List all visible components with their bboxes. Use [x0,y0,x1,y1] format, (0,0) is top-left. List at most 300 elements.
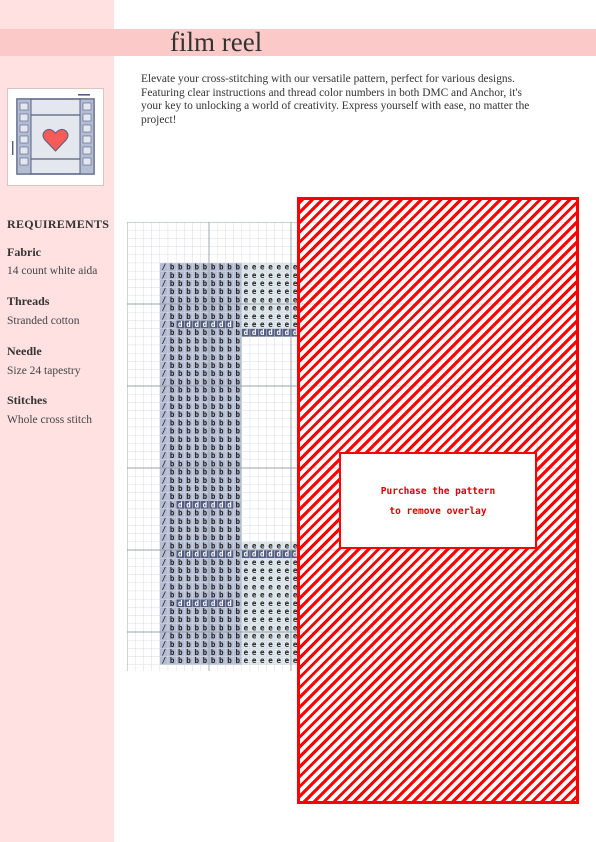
svg-text:b: b [227,270,232,280]
svg-text:b: b [235,590,240,600]
svg-text:b: b [194,303,199,313]
svg-text:e: e [284,287,290,297]
svg-text:e: e [243,541,249,551]
svg-text:b: b [202,525,208,534]
svg-text:b: b [202,631,208,641]
svg-text:b: b [169,631,175,641]
svg-text:b: b [210,557,216,567]
svg-text:b: b [169,639,175,649]
svg-text:e: e [284,270,290,280]
svg-text:b: b [169,295,175,305]
svg-text:e: e [292,656,298,666]
svg-text:b: b [194,508,199,518]
svg-text:b: b [219,648,224,657]
svg-text:e: e [292,541,298,551]
svg-text:/: / [161,410,167,420]
svg-text:b: b [169,623,175,633]
svg-text:b: b [227,533,232,543]
svg-text:b: b [235,533,240,543]
svg-text:b: b [186,352,191,362]
svg-text:/: / [161,443,167,452]
svg-text:b: b [178,393,183,403]
svg-text:b: b [202,459,208,469]
svg-text:b: b [235,615,240,625]
svg-text:e: e [251,598,257,608]
svg-text:b: b [194,459,199,469]
svg-text:b: b [169,598,175,608]
purchase-notice-line: Purchase the pattern [380,486,496,497]
svg-text:b: b [235,426,240,436]
svg-text:b: b [178,434,183,444]
svg-text:b: b [178,648,183,657]
svg-text:e: e [251,631,257,641]
svg-text:b: b [186,475,191,485]
svg-text:b: b [210,369,216,379]
svg-text:b: b [235,262,240,272]
svg-text:e: e [276,270,281,280]
svg-text:b: b [186,402,191,411]
requirement-label: Fabric [7,245,41,259]
svg-text:e: e [268,639,273,649]
svg-text:b: b [194,434,199,444]
svg-text:b: b [202,385,208,395]
svg-text:e: e [251,648,257,657]
svg-text:e: e [284,279,290,288]
svg-text:e: e [243,648,249,657]
svg-text:b: b [194,369,199,379]
svg-text:e: e [284,615,290,625]
svg-text:b: b [186,607,191,616]
svg-text:d: d [219,320,224,329]
svg-text:e: e [292,303,298,313]
svg-text:b: b [186,434,191,444]
svg-text:b: b [169,270,175,280]
svg-text:b: b [210,607,216,616]
svg-text:b: b [227,607,232,616]
svg-text:b: b [210,295,216,305]
svg-text:b: b [178,508,183,518]
svg-text:e: e [260,615,265,625]
svg-text:d: d [251,549,257,559]
svg-text:b: b [210,344,216,354]
svg-text:e: e [292,574,298,584]
svg-text:b: b [227,451,232,461]
svg-text:/: / [161,484,167,493]
svg-text:e: e [251,590,257,600]
svg-text:e: e [268,270,273,280]
svg-text:/: / [161,295,167,305]
svg-text:b: b [227,475,232,485]
svg-text:b: b [202,270,208,280]
svg-text:b: b [186,648,191,657]
svg-text:e: e [276,598,281,608]
svg-text:e: e [276,541,281,551]
svg-text:b: b [219,582,224,592]
svg-text:b: b [227,434,232,444]
svg-text:e: e [276,590,281,600]
svg-text:/: / [161,598,167,608]
svg-text:b: b [178,590,183,600]
svg-text:b: b [235,459,240,469]
svg-text:e: e [260,656,265,666]
svg-text:b: b [219,311,224,321]
svg-text:b: b [186,492,191,502]
svg-text:e: e [268,541,273,551]
svg-text:/: / [161,369,167,379]
svg-text:b: b [186,377,191,387]
svg-text:b: b [202,623,208,633]
svg-text:b: b [186,418,191,428]
svg-text:b: b [194,525,199,534]
svg-text:d: d [227,320,232,329]
svg-text:e: e [284,262,290,272]
svg-text:b: b [194,533,199,543]
svg-text:b: b [194,270,199,280]
svg-text:b: b [202,451,208,461]
svg-text:b: b [202,590,208,600]
svg-text:b: b [210,270,216,280]
svg-text:b: b [235,377,240,387]
svg-text:e: e [251,295,257,305]
svg-text:e: e [243,320,249,329]
svg-text:e: e [251,656,257,666]
svg-text:e: e [251,311,257,321]
svg-text:b: b [235,279,240,288]
svg-text:b: b [186,303,191,313]
svg-text:d: d [276,549,281,559]
svg-text:e: e [268,279,273,288]
svg-text:b: b [219,402,224,411]
svg-text:e: e [292,279,298,288]
svg-text:b: b [202,344,208,354]
svg-text:d: d [268,549,273,559]
svg-text:b: b [178,467,183,477]
svg-text:/: / [161,574,167,584]
svg-text:b: b [169,492,175,502]
svg-text:b: b [202,369,208,379]
svg-text:b: b [169,590,175,600]
svg-text:b: b [235,287,240,297]
svg-text:b: b [194,311,199,321]
svg-text:e: e [243,615,249,625]
svg-text:b: b [219,607,224,616]
svg-text:e: e [251,623,257,633]
svg-text:d: d [178,549,183,559]
svg-text:d: d [210,549,216,559]
svg-text:/: / [161,516,167,526]
svg-text:e: e [251,557,257,567]
svg-text:e: e [284,311,290,321]
svg-text:/: / [161,525,167,534]
svg-text:b: b [178,475,183,485]
svg-text:e: e [292,311,298,321]
svg-text:e: e [251,279,257,288]
svg-text:e: e [276,279,281,288]
svg-text:d: d [292,328,298,338]
svg-text:b: b [235,566,240,575]
svg-text:b: b [227,262,232,272]
svg-text:d: d [186,320,191,329]
svg-text:d: d [276,328,281,338]
svg-text:b: b [219,656,224,666]
svg-text:b: b [227,574,232,584]
svg-text:b: b [178,451,183,461]
svg-text:b: b [169,385,175,395]
svg-text:b: b [235,492,240,502]
svg-text:e: e [276,303,281,313]
svg-text:d: d [202,598,208,608]
svg-text:b: b [235,328,240,338]
svg-text:b: b [202,533,208,543]
svg-text:e: e [284,295,290,305]
svg-text:b: b [202,287,208,297]
svg-text:d: d [202,500,208,510]
svg-text:e: e [268,607,273,616]
svg-text:b: b [202,426,208,436]
svg-text:b: b [169,303,175,313]
svg-text:e: e [243,582,249,592]
svg-text:b: b [194,541,199,551]
svg-text:b: b [194,393,199,403]
svg-text:e: e [260,566,265,575]
svg-text:b: b [186,508,191,518]
svg-text:b: b [194,516,199,526]
svg-text:b: b [227,303,232,313]
svg-text:b: b [202,418,208,428]
svg-text:b: b [169,541,175,551]
svg-text:e: e [251,320,257,329]
svg-text:b: b [202,410,208,420]
svg-text:b: b [194,262,199,272]
svg-text:/: / [161,549,167,559]
svg-text:b: b [210,336,216,346]
requirement-label: Stitches [7,393,47,407]
svg-text:/: / [161,557,167,567]
svg-text:b: b [186,279,191,288]
svg-text:/: / [161,656,167,666]
svg-text:b: b [227,541,232,551]
svg-text:e: e [284,623,290,633]
svg-text:b: b [186,328,191,338]
svg-text:/: / [161,639,167,649]
page-title: film reel [170,27,263,57]
requirement-value: 14 count white aida [7,265,98,277]
svg-text:b: b [202,303,208,313]
svg-text:b: b [194,656,199,666]
svg-text:b: b [219,270,224,280]
svg-text:e: e [284,590,290,600]
svg-text:b: b [178,566,183,575]
svg-text:b: b [219,344,224,354]
svg-text:b: b [194,385,199,395]
svg-text:b: b [227,459,232,469]
svg-text:d: d [227,549,232,559]
svg-text:b: b [169,393,175,403]
svg-text:e: e [260,557,265,567]
svg-text:e: e [243,590,249,600]
svg-text:b: b [194,623,199,633]
svg-text:b: b [186,574,191,584]
svg-text:b: b [169,426,175,436]
svg-text:b: b [169,279,175,288]
svg-text:b: b [202,377,208,387]
svg-text:b: b [210,361,216,370]
svg-text:b: b [235,648,240,657]
svg-text:b: b [178,369,183,379]
svg-text:b: b [219,492,224,502]
svg-text:b: b [169,475,175,485]
svg-text:/: / [161,541,167,551]
svg-text:b: b [194,352,199,362]
svg-text:b: b [178,377,183,387]
svg-text:b: b [194,582,199,592]
svg-text:b: b [169,557,175,567]
svg-text:b: b [186,541,191,551]
svg-text:b: b [210,303,216,313]
svg-text:b: b [227,295,232,305]
svg-text:b: b [227,385,232,395]
svg-text:/: / [161,270,167,280]
svg-text:d: d [178,500,183,510]
svg-text:b: b [235,385,240,395]
svg-text:b: b [235,418,240,428]
svg-text:b: b [186,361,191,370]
svg-text:d: d [202,549,208,559]
svg-text:b: b [235,475,240,485]
svg-text:e: e [292,287,298,297]
svg-text:e: e [251,566,257,575]
svg-text:b: b [210,631,216,641]
svg-text:b: b [194,484,199,493]
svg-text:b: b [227,418,232,428]
svg-text:b: b [210,467,216,477]
svg-text:e: e [251,582,257,592]
svg-text:b: b [186,557,191,567]
svg-text:b: b [219,484,224,493]
svg-text:b: b [194,418,199,428]
svg-text:b: b [235,311,240,321]
svg-text:b: b [227,410,232,420]
svg-text:b: b [235,574,240,584]
svg-text:b: b [219,279,224,288]
svg-text:e: e [292,607,298,616]
svg-text:b: b [210,418,216,428]
svg-text:b: b [186,336,191,346]
svg-text:b: b [169,549,175,559]
svg-text:b: b [169,484,175,493]
svg-text:b: b [178,541,183,551]
svg-text:b: b [186,287,191,297]
svg-text:b: b [178,295,183,305]
svg-text:b: b [202,508,208,518]
svg-text:b: b [219,459,224,469]
svg-text:b: b [194,336,199,346]
svg-text:e: e [292,590,298,600]
svg-text:e: e [284,574,290,584]
svg-text:b: b [202,484,208,493]
svg-text:e: e [243,557,249,567]
svg-text:b: b [227,557,232,567]
svg-text:d: d [210,320,216,329]
svg-text:b: b [202,443,208,452]
svg-text:b: b [219,352,224,362]
svg-text:b: b [194,475,199,485]
svg-text:e: e [292,557,298,567]
svg-text:b: b [210,566,216,575]
svg-text:e: e [251,541,257,551]
svg-text:b: b [219,443,224,452]
svg-text:b: b [186,385,191,395]
svg-text:b: b [186,525,191,534]
svg-text:b: b [169,336,175,346]
svg-text:b: b [194,574,199,584]
svg-text:e: e [284,656,290,666]
svg-text:b: b [227,467,232,477]
svg-text:b: b [186,426,191,436]
svg-text:e: e [251,639,257,649]
svg-text:b: b [235,631,240,641]
svg-text:b: b [186,639,191,649]
svg-text:b: b [210,402,216,411]
svg-text:e: e [251,615,257,625]
svg-text:e: e [260,574,265,584]
svg-text:b: b [235,393,240,403]
svg-text:b: b [219,451,224,461]
svg-text:e: e [292,566,298,575]
requirements-heading: REQUIREMENTS [7,217,110,231]
svg-text:e: e [243,598,249,608]
svg-text:e: e [284,557,290,567]
svg-text:e: e [260,295,265,305]
svg-text:b: b [219,590,224,600]
svg-text:e: e [260,270,265,280]
svg-text:e: e [284,303,290,313]
svg-text:b: b [169,607,175,616]
svg-text:b: b [219,574,224,584]
svg-text:d: d [243,549,249,559]
svg-text:e: e [260,631,265,641]
svg-text:b: b [169,508,175,518]
svg-text:b: b [178,361,183,370]
svg-text:e: e [268,295,273,305]
svg-text:b: b [178,402,183,411]
svg-text:b: b [219,377,224,387]
svg-text:b: b [169,320,175,329]
svg-text:b: b [235,467,240,477]
purchase-notice-line: to remove overlay [389,506,487,517]
svg-text:b: b [227,377,232,387]
svg-text:b: b [210,393,216,403]
svg-text:d: d [292,549,298,559]
svg-text:b: b [227,615,232,625]
svg-text:b: b [202,311,208,321]
svg-text:b: b [194,426,199,436]
svg-text:b: b [186,656,191,666]
svg-text:b: b [169,434,175,444]
svg-text:b: b [235,434,240,444]
svg-text:b: b [227,328,232,338]
svg-text:b: b [227,352,232,362]
svg-text:b: b [235,557,240,567]
svg-text:d: d [251,328,257,338]
svg-text:b: b [178,311,183,321]
svg-text:b: b [194,566,199,575]
requirement-value: Stranded cotton [7,315,80,327]
svg-text:b: b [186,344,191,354]
svg-text:b: b [194,648,199,657]
svg-text:b: b [194,590,199,600]
svg-text:/: / [161,344,167,354]
